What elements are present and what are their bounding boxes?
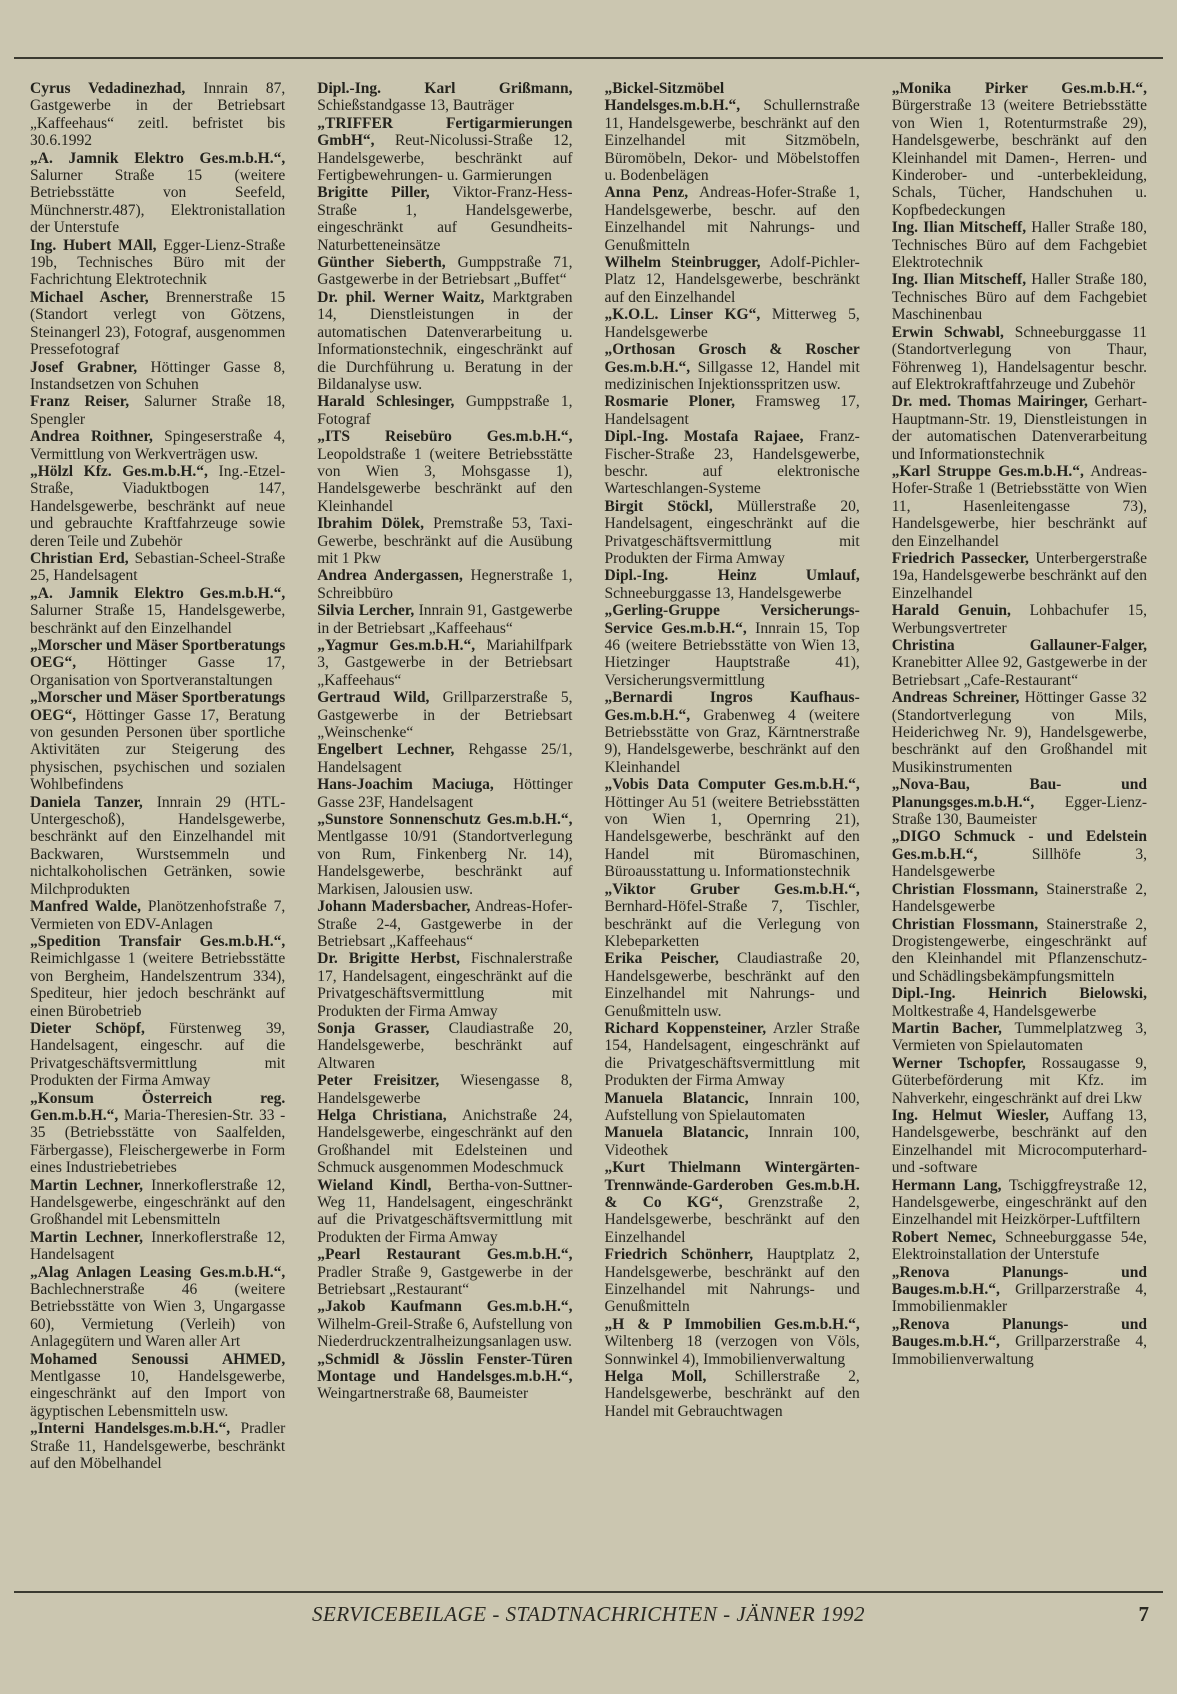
entry-name: Cyrus Vedadinezhad, <box>30 80 186 97</box>
entry-name: „Nova-Bau, Bau- und Planungsges.m.b.H.“, <box>891 776 1147 811</box>
business-entry <box>317 898 572 950</box>
entry-name: Christian Erd, <box>30 549 129 567</box>
business-entry <box>892 776 1147 828</box>
entry-details: Mariahilfpark 3, Gastgewerbe in der Betriebsart „Kaffeehaus“ <box>317 637 573 689</box>
business-entry <box>317 1177 572 1247</box>
entry-name: Andrea Roithner, <box>30 428 153 446</box>
entry-details: Andreas-Hofer-Straße 2-4, Gastgewerbe in der Betriebsart „Kaffeehaus“ <box>317 898 573 950</box>
business-entry <box>892 1229 1147 1264</box>
entry-details: Claudiastraße 20, Handelsgewerbe, beschränkt auf den Einzelhandel mit Nahrungs- und Genußmitteln usw. <box>604 950 860 1020</box>
business-entry <box>892 1055 1147 1107</box>
page-footer <box>14 1602 1163 1627</box>
text-column-1 <box>30 80 285 1574</box>
entry-details: Mentlgasse 10, Handelsgewerbe, eingeschränkt auf den Import von ägyptischen Lebensmitteln usw. <box>30 1368 286 1420</box>
business-entry <box>30 1264 285 1351</box>
entry-name: „Jakob Kaufmann Ges.m.b.H.“, <box>317 1298 573 1316</box>
business-entry <box>892 393 1147 463</box>
entry-name: Dipl.-Ing. Karl Grißmann, <box>317 80 573 97</box>
text-column-2 <box>317 80 572 1574</box>
entry-name: „TRIFFER Fertigarmierungen GmbH“, <box>317 114 573 150</box>
entry-details: Hauptplatz 2, Handelsgewerbe, beschränkt auf den Einzelhandel mit Nahrungs- und Genußmitteln <box>604 1246 860 1316</box>
entry-details: Schullernstraße 11, Handelsgewerbe, beschränkt auf den Einzelhandel mit Sitzmöbeln, Büromöbeln, Dekor- und Möbelstoffen u. Bodenbelägen <box>604 97 860 185</box>
business-entry <box>892 689 1147 776</box>
entry-details: Claudiastraße 20, Handelsgewerbe, beschränkt auf Altwaren <box>317 1019 573 1072</box>
business-entry <box>30 933 285 1020</box>
entry-details: Höttinger Gasse 32 (Standortverlegung von Mils, Heiderichweg Nr. 9), Handelsgewerbe, beschränkt auf den Großhandel mit Musikinstrumenten <box>891 689 1147 776</box>
entry-name: Dipl.-Ing. Heinrich Bielowski, <box>891 985 1147 1003</box>
business-entry <box>892 985 1147 1020</box>
entry-name: Harald Genuin, <box>891 602 1011 620</box>
entry-name: „Renova Planungs- und Bauges.m.b.H.“, <box>891 1263 1147 1299</box>
entry-name: Daniela Tanzer, <box>30 793 143 811</box>
business-entry <box>317 289 572 393</box>
entry-details: Höttinger Gasse 23F, Handelsagent <box>317 776 573 811</box>
entry-details: Innrain 100, Videothek <box>604 1124 860 1159</box>
entry-details: Grenzstraße 2, Handelsgewerbe, beschränkt auf den Einzelhandel <box>604 1194 860 1246</box>
entry-name: „Kurt Thielmann Wintergärten-Trennwände-Garderoben Ges.m.b.H. & Co KG“, <box>604 1159 860 1211</box>
text-column-4 <box>892 80 1147 1574</box>
entry-details: Pradler Straße 11, Handelsgewerbe, beschränkt auf den Möbelhandel <box>30 1420 286 1473</box>
business-entry <box>30 585 285 637</box>
business-entry <box>317 637 572 689</box>
entry-details: Sillhöfe 3, Handelsgewerbe <box>891 845 1147 881</box>
business-entry <box>317 741 572 776</box>
business-entry <box>30 289 285 359</box>
entry-details: Franz-Fischer-Straße 23, Handelsgewerbe, beschr. auf elektronische Warteschlangen-Systeme <box>604 428 860 498</box>
business-entry <box>317 950 572 1020</box>
entry-name: Friedrich Schönherr, <box>604 1246 754 1264</box>
entry-details: Framsweg 17, Handelsagent <box>604 393 860 428</box>
entry-name: „K.O.L. Linser KG“, <box>604 306 761 324</box>
business-entry <box>892 916 1147 986</box>
entry-name: Martin Bacher, <box>891 1019 1002 1037</box>
business-entry <box>317 776 572 811</box>
entry-details: Auffang 13, Handelsgewerbe, beschränkt auf den Einzelhandel mit Microcomputerhard- und -software <box>891 1106 1147 1177</box>
business-entry <box>892 1107 1147 1177</box>
business-entry <box>30 359 285 394</box>
entry-details: Mitterweg 5, Handelsgewerbe <box>604 306 860 341</box>
entry-name: Anna Penz, <box>604 184 689 202</box>
entry-name: „Karl Struppe Ges.m.b.H.“, <box>891 462 1084 480</box>
entry-name: Manuela Blatancic, <box>604 1124 749 1142</box>
business-entry <box>892 1264 1147 1316</box>
business-entry <box>605 602 860 689</box>
entry-name: Richard Koppensteiner, <box>604 1019 767 1037</box>
business-entry <box>30 1020 285 1090</box>
text-column-3 <box>605 80 860 1574</box>
entry-details: Maria-Theresien-Str. 33 - 35 (Betriebsstätte von Saalfelden, Färbergasse), Fleischergewerbe in Form eines Industriebetriebes <box>30 1106 286 1177</box>
entry-name: „Spedition Transfair Ges.m.b.H.“, <box>30 932 286 950</box>
entry-details: Grabenweg 4 (weitere Betriebsstätte von Graz, Kärntnerstraße 9), Handelsgewerbe, beschränkt auf den Kleinhandel <box>604 706 860 776</box>
entry-details: Adolf-Pichler-Platz 12, Handelsgewerbe, beschränkt auf den Einzelhandel <box>604 254 860 306</box>
entry-name: Martin Lechner, <box>30 1176 143 1194</box>
business-entry <box>605 950 860 1020</box>
entry-details: Schneeburggasse 11 (Standortverlegung von Thaur, Föhrenweg 1), Handelsagentur beschr. auf Elektrokraftfahrzeuge und Zubehör <box>891 323 1147 393</box>
entry-details: Mentlgasse 10/91 (Standortverlegung von Rum, Finkenberg Nr. 14), Handelsgewerbe, beschränkt auf Markisen, Jalousien usw. <box>317 828 573 898</box>
entry-details: Andreas-Hofer-Straße 1 (Betriebsstätte von Wien 11, Hasenleitengasse 73), Handelsgewerbe, hier beschränkt auf den Einzelhandel <box>891 462 1147 550</box>
entry-name: „Viktor Gruber Ges.m.b.H.“, <box>604 880 860 898</box>
entry-details: Arzler Straße 154, Handelsagent, eingeschränkt auf die Privatgeschäftsvermittlung mit Produkten der Firma Amway <box>604 1019 860 1090</box>
entry-details: Haller Straße 180, Technisches Büro auf dem Fachgebiet Maschinenbau <box>891 271 1147 324</box>
entry-name: Werner Tschopfer, <box>891 1054 1026 1072</box>
entry-details: Sillgasse 12, Handel mit medizinischen Injektionsspritzen usw. <box>604 358 860 393</box>
entry-details: Fischnalerstraße 17, Handelsagent, eingeschränkt auf die Privatgeschäftsvermittlung mit Produkten der Firma Amway <box>317 950 573 1020</box>
entry-name: Christina Gallauner-Falger, <box>891 637 1147 654</box>
entry-details: Gumppstraße 1, Fotograf <box>317 393 573 428</box>
entry-details: Stainerstraße 2, Handelsgewerbe <box>891 880 1147 916</box>
business-entry <box>892 80 1147 219</box>
entry-details: Schneeburggasse 13, Handelsgewerbe <box>604 584 842 602</box>
business-entry <box>30 428 285 463</box>
entry-name: „ITS Reisebüro Ges.m.b.H.“, <box>317 428 573 446</box>
business-entry <box>317 1107 572 1177</box>
entry-details: Bürgerstraße 13 (weitere Betriebsstätte von Wien 1, Rotenturmstraße 29), Handelsgewerbe, beschränkt auf den Kleinhandel mit Damen-, Herren- und Kinderober- und -unterbekleidung, Schals, Tücher, Handschuhen u. Kopfbedeckungen <box>891 97 1147 219</box>
entry-name: Ing. Hubert MAll, <box>30 236 157 254</box>
business-entry <box>317 428 572 515</box>
entry-name: Birgit Stöckl, <box>604 497 713 515</box>
business-entry <box>605 428 860 498</box>
entry-name: Dipl.-Ing. Mostafa Rajaee, <box>604 428 804 446</box>
entry-details: Fürstenweg 39, Handelsagent, eingeschr. auf die Privatgeschäftsvermittlung mit Produkten der Firma Amway <box>30 1019 286 1090</box>
entry-name: „A. Jamnik Elektro Ges.m.b.H.“, <box>30 584 286 602</box>
business-entry <box>30 550 285 585</box>
entry-name: Ing. Ilian Mitscheff, <box>891 271 1027 289</box>
entry-name: Ing. Ilian Mitscheff, <box>891 219 1027 237</box>
footer-rule <box>14 1591 1163 1593</box>
entry-details: Müllerstraße 20, Handelsagent, eingeschränkt auf die Privatgeschäftsvermittlung mit Produkten der Firma Amway <box>604 497 860 567</box>
entry-details: Brennerstraße 15 (Standort verlegt von Götzens, Steinangerl 23), Fotograf, ausgenommen Pressefotograf <box>30 288 286 359</box>
entry-details: Innrain 100, Aufstellung von Spielautomaten <box>604 1089 860 1124</box>
entry-details: Gumppstraße 71, Gastgewerbe in der Betriebsart „Buffet“ <box>317 254 573 289</box>
business-entry <box>317 515 572 567</box>
entry-name: „Alag Anlagen Leasing Ges.m.b.H.“, <box>30 1263 286 1281</box>
entry-details: Salurner Straße 15, Handelsgewerbe, beschränkt auf den Einzelhandel <box>30 602 286 637</box>
business-entry <box>892 1177 1147 1229</box>
business-entry <box>30 1420 285 1472</box>
entry-details: Weingartnerstraße 68, Baumeister <box>317 1385 529 1403</box>
entry-details: Schneeburggasse 54e, Elektroinstallation der Unterstufe <box>891 1228 1147 1264</box>
entry-name: „Bernardi Ingros Kaufhaus-Ges.m.b.H.“, <box>604 689 860 724</box>
business-entry <box>30 1090 285 1177</box>
entry-details: Innerkoflerstraße 12, Handelsgewerbe, eingeschränkt auf den Großhandel mit Lebensmitteln <box>30 1176 286 1229</box>
business-entry <box>317 567 572 602</box>
entry-details: Kranebitter Allee 92, Gastgewerbe in der Betriebsart „Cafe-Restaurant“ <box>891 654 1147 689</box>
business-entry <box>605 184 860 254</box>
entry-details: Egger-Lienz-Straße 19b, Technisches Büro mit der Fachrichtung Elektrotechnik <box>30 236 286 289</box>
entry-name: Helga Moll, <box>604 1368 707 1386</box>
business-entry <box>317 184 572 254</box>
business-entry <box>892 637 1147 689</box>
business-entry <box>892 271 1147 323</box>
business-entry <box>605 1124 860 1159</box>
business-entry <box>30 393 285 428</box>
business-entry <box>892 324 1147 394</box>
entry-name: Wilhelm Steinbrugger, <box>604 254 761 272</box>
entry-details: Andreas-Hofer-Straße 1, Handelsgewerbe, beschr. auf den Einzelhandel mit Nahrungs- und Genußmitteln <box>604 184 860 254</box>
entry-name: Dieter Schöpf, <box>30 1019 145 1037</box>
entry-details: Marktgraben 14, Dienstleistungen in der automatischen Datenverarbeitung u. Informationstechnik, eingeschränkt auf die Durchführung u. Beratung in der Bildanalyse usw. <box>317 288 573 393</box>
entry-details: Grillparzerstraße 5, Gastgewerbe in der Betriebsart „Weinschenke“ <box>317 689 573 742</box>
business-entry <box>317 1351 572 1403</box>
entry-name: Robert Nemec, <box>891 1228 996 1246</box>
business-entry <box>892 881 1147 916</box>
entry-details: Grillparzerstraße 4, Immobilienmakler <box>891 1281 1147 1316</box>
entry-name: Andrea Andergassen, <box>317 567 463 585</box>
entry-details: Egger-Lienz-Straße 130, Baumeister <box>891 793 1147 829</box>
footer-title: SERVICEBEILAGE - STADTNACHRICHTEN - JÄNNER 1992 <box>312 1602 865 1626</box>
entry-details: Bernhard-Höfel-Straße 7, Tischler, beschränkt auf die Verlegung von Klebeparketten <box>604 898 860 950</box>
business-entry <box>317 1246 572 1298</box>
entry-name: Erwin Schwabl, <box>891 323 1004 341</box>
entry-details: Anichstraße 24, Handelsgewerbe, eingeschränkt auf den Großhandel mit Edelsteinen und Schmuck ausgenommen Modeschmuck <box>317 1106 573 1177</box>
entry-name: „Morscher und Mäser Sportberatungs OEG“, <box>30 637 286 672</box>
entry-name: Josef Grabner, <box>30 358 138 376</box>
entry-name: Dr. phil. Werner Waitz, <box>317 288 485 306</box>
business-entry <box>317 811 572 898</box>
top-rule <box>14 57 1163 59</box>
entry-name: „Morscher und Mäser Sportberatungs OEG“, <box>30 689 286 724</box>
business-entry <box>892 463 1147 550</box>
entry-details: Moltkestraße 4, Handelsgewerbe <box>891 1002 1097 1020</box>
business-entry <box>605 1090 860 1125</box>
business-entry <box>317 115 572 185</box>
business-entry <box>605 80 860 184</box>
business-entry <box>892 550 1147 602</box>
entry-name: Helga Christiana, <box>317 1106 447 1124</box>
entry-details: Spingeserstraße 4, Vermittlung von Werkverträgen usw. <box>30 428 286 463</box>
business-entry <box>605 306 860 341</box>
business-entry <box>317 1020 572 1072</box>
entry-details: Höttinger Gasse 17, Organisation von Sportveranstaltungen <box>30 654 286 689</box>
entry-details: Wilhelm-Greil-Straße 6, Aufstellung von Niederdruckzentralheizungsanlagen usw. <box>317 1315 573 1351</box>
business-entry <box>30 1177 285 1229</box>
entry-name: Hans-Joachim Maciuga, <box>317 776 494 794</box>
business-entry <box>30 80 285 150</box>
entry-details: Gerhart-Hauptmann-Str. 19, Dienstleistungen in der automatischen Datenverarbeitung und Informationstechnik <box>891 393 1147 463</box>
entry-details: Innrain 91, Gastgewerbe in der Betriebsart „Kaffeehaus“ <box>317 602 573 637</box>
entry-details: Bachlechnerstraße 46 (weitere Betriebsstätte von Wien 3, Ungargasse 60), Vermietung (Verleih) von Anlagegütern und Waren aller Art <box>30 1281 286 1351</box>
business-entry <box>605 1020 860 1090</box>
business-entry <box>605 1246 860 1316</box>
business-entry <box>605 881 860 951</box>
entry-details: Planötzenhofstraße 7, Vermieten von EDV-Anlagen <box>30 898 286 933</box>
business-entry <box>605 341 860 393</box>
page-number: 7 <box>1138 1602 1149 1626</box>
entry-details: Lohbachufer 15, Werbungsvertreter <box>891 602 1147 637</box>
entry-name: Johann Madersbacher, <box>317 898 471 916</box>
entry-details: Leopoldstraße 1 (weitere Betriebsstätte von Wien 3, Mohsgasse 1), Handelsgewerbe beschränkt auf den Kleinhandel <box>317 445 573 515</box>
business-entry <box>317 1298 572 1350</box>
entry-name: Ibrahim Dölek, <box>317 515 425 533</box>
entry-name: „Gerling-Gruppe Versicherungs-Service Ges.m.b.H.“, <box>604 602 860 637</box>
entry-details: Schießstandgasse 13, Bauträger <box>317 97 514 115</box>
entry-name: Dr. med. Thomas Mairinger, <box>891 393 1088 411</box>
entry-name: Ing. Helmut Wiesler, <box>891 1106 1049 1124</box>
entry-name: Wieland Kindl, <box>317 1176 432 1194</box>
entry-name: „Orthosan Grosch & Roscher Ges.m.b.H.“, <box>604 341 860 376</box>
entry-details: Ing.-Etzel-Straße, Viaduktbogen 147, Handelsgewerbe, beschränkt auf neue und gebrauchte Kraftfahrzeuge sowie deren Teile und Zubehör <box>30 462 286 550</box>
business-entry <box>30 1351 285 1421</box>
entry-name: Manuela Blatancic, <box>604 1089 749 1107</box>
business-entry <box>892 828 1147 880</box>
entry-details: Bertha-von-Suttner-Weg 11, Handelsagent, eingeschränkt auf die Privatgeschäftsvermittlung mit Produkten der Firma Amway <box>317 1176 573 1246</box>
business-entry <box>30 898 285 933</box>
entry-details: Salurner Straße 18, Spengler <box>30 393 286 428</box>
entry-details: Grillparzerstraße 4, Immobilienverwaltung <box>891 1333 1147 1368</box>
entry-name: Brigitte Piller, <box>317 184 430 202</box>
business-entry <box>892 1316 1147 1368</box>
entry-name: Martin Lechner, <box>30 1228 143 1246</box>
entry-details: Reimichlgasse 1 (weitere Betriebsstätte von Bergheim, Handelszentrum 334), Spediteur, hier jedoch beschränkt auf einen Bürobetrieb <box>30 950 286 1020</box>
business-entry <box>892 219 1147 271</box>
business-entry <box>30 689 285 793</box>
business-entry <box>317 80 572 115</box>
business-entry <box>30 463 285 550</box>
business-entry <box>605 567 860 602</box>
entry-name: „Bickel-Sitzmöbel Handelsges.m.b.H.“, <box>604 80 741 115</box>
entry-name: Michael Ascher, <box>30 288 149 306</box>
entry-name: Engelbert Lechner, <box>317 741 455 759</box>
entry-details: Höttinger Gasse 17, Beratung von gesunden Personen über sportliche Aktivitäten zur Steigerung des physischen, psychischen und sozialen Wohlbefindens <box>30 706 286 794</box>
business-entry <box>605 1316 860 1368</box>
entry-name: „A. Jamnik Elektro Ges.m.b.H.“, <box>30 149 286 167</box>
business-entry <box>605 254 860 306</box>
entry-name: Rosmarie Ploner, <box>604 393 735 411</box>
entry-name: „Sunstore Sonnenschutz Ges.m.b.H.“, <box>317 811 573 829</box>
entry-name: Friedrich Passecker, <box>891 549 1029 567</box>
entry-details: Höttinger Au 51 (weitere Betriebsstätten von Wien 1, Opernring 21), Handelsgewerbe, beschränkt auf den Handel mit Büromaschinen, Büroausstattung u. Informationstechnik <box>604 793 860 881</box>
columns-container <box>30 80 1147 1574</box>
entry-details: Pradler Straße 9, Gastgewerbe in der Betriebsart „Restaurant“ <box>317 1263 573 1299</box>
entry-details: Haller Straße 180, Technisches Büro auf dem Fachgebiet Elektrotechnik <box>891 219 1147 272</box>
entry-details: Unterbergerstraße 19a, Handelsgewerbe beschränkt auf den Einzelhandel <box>891 549 1147 602</box>
entry-details: Rehgasse 25/1, Handelsagent <box>317 741 573 776</box>
entry-name: Hermann Lang, <box>891 1176 1002 1194</box>
entry-name: Franz Reiser, <box>30 393 130 411</box>
entry-details: Viktor-Franz-Hess-Straße 1, Handelsgewerbe, eingeschränkt auf Gesundheits-Naturbetteneinsätze <box>317 184 573 254</box>
entry-details: Rossaugasse 9, Güterbeförderung mit Kfz. im Nahverkehr, eingeschränkt auf drei Lkw <box>891 1054 1147 1107</box>
entry-details: Innrain 87, Gastgewerbe in der Betriebsart „Kaffeehaus“ zeitl. befristet bis 30.6.1992 <box>30 80 286 150</box>
entry-name: Peter Freisitzer, <box>317 1072 440 1090</box>
business-entry <box>30 150 285 237</box>
business-entry <box>317 602 572 637</box>
entry-details: Sebastian-Scheel-Straße 25, Handelsagent <box>30 549 286 585</box>
entry-name: „Hölzl Kfz. Ges.m.b.H.“, <box>30 462 208 480</box>
business-entry <box>892 1020 1147 1055</box>
entry-details: Schillerstraße 2, Handelsgewerbe, beschränkt auf den Handel mit Gebrauchtwagen <box>604 1368 860 1420</box>
entry-details: Stainerstraße 2, Drogistengewerbe, eingeschränkt auf den Kleinhandel mit Pflanzenschutz- und Schädlingsbekämpfungsmitteln <box>891 915 1147 985</box>
business-entry <box>605 498 860 568</box>
entry-name: „Konsum Österreich reg. Gen.m.b.H.“, <box>30 1089 286 1124</box>
business-entry <box>605 1159 860 1246</box>
business-entry <box>892 602 1147 637</box>
entry-name: „Schmidl & Jösslin Fenster-Türen Montage und Handelsges.m.b.H.“, <box>317 1350 573 1386</box>
business-entry <box>30 794 285 898</box>
entry-details: Innrain 29 (HTL-Untergeschoß), Handelsgewerbe, beschränkt auf den Einzelhandel mit Backwaren, Wurstsemmeln und nichtalkoholischen Getränken, sowie Milchprodukten <box>30 793 286 898</box>
entry-details: Premstraße 53, Taxi-Gewerbe, beschränkt auf die Ausübung mit 1 Pkw <box>317 515 573 567</box>
business-entry <box>317 689 572 741</box>
business-entry <box>605 393 860 428</box>
entry-name: „Interni Handelsges.m.b.H.“, <box>30 1420 231 1438</box>
business-entry <box>317 254 572 289</box>
entry-name: Manfred Walde, <box>30 898 141 916</box>
entry-name: „DIGO Schmuck - und Edelstein Ges.m.b.H.“, <box>891 828 1147 863</box>
business-entry <box>317 393 572 428</box>
entry-name: Christian Flossmann, <box>891 915 1039 933</box>
entry-details: Innerkoflerstraße 12, Handelsagent <box>30 1228 286 1264</box>
entry-name: Gertraud Wild, <box>317 689 430 707</box>
business-entry <box>605 689 860 776</box>
entry-name: Andreas Schreiner, <box>891 689 1020 707</box>
entry-details: Innrain 15, Top 46 (weitere Betriebsstätte von Wien 13, Hietzinger Hauptstraße 41), Versicherungsvermittlung <box>604 619 860 689</box>
entry-name: „Pearl Restaurant Ges.m.b.H.“, <box>317 1246 573 1264</box>
business-entry <box>30 637 285 689</box>
entry-name: Silvia Lercher, <box>317 602 415 620</box>
business-entry <box>605 776 860 880</box>
entry-name: Sonja Grasser, <box>317 1019 430 1037</box>
entry-name: „H & P Immobilien Ges.m.b.H.“, <box>604 1315 860 1333</box>
entry-name: „Vobis Data Computer Ges.m.b.H.“, <box>604 776 860 794</box>
business-entry <box>30 237 285 289</box>
business-entry <box>30 1229 285 1264</box>
entry-name: Mohamed Senoussi AHMED, <box>30 1350 286 1368</box>
entry-name: Dipl.-Ing. Heinz Umlauf, <box>604 567 860 585</box>
entry-details: Wiesengasse 8, Handelsgewerbe <box>317 1072 573 1107</box>
entry-name: Erika Peischer, <box>604 950 719 968</box>
business-entry <box>317 1072 572 1107</box>
entry-details: Wiltenberg 18 (verzogen von Völs, Sonnwinkel 4), Immobilienverwaltung <box>604 1333 860 1368</box>
entry-name: „Monika Pirker Ges.m.b.H.“, <box>891 80 1147 97</box>
entry-name: Christian Flossmann, <box>891 880 1039 898</box>
entry-details: Höttinger Gasse 8, Instandsetzen von Schuhen <box>30 358 286 393</box>
entry-name: „Renova Planungs- und Bauges.m.b.H.“, <box>891 1315 1147 1351</box>
entry-details: Reut-Nicolussi-Straße 12, Handelsgewerbe, beschränkt auf Fertigbewehrungen- u. Garmierungen <box>317 132 573 185</box>
entry-name: Harald Schlesinger, <box>317 393 455 411</box>
entry-details: Hegnerstraße 1, Schreibbüro <box>317 567 573 602</box>
entry-details: Tschiggfreystraße 12, Handelsgewerbe, eingeschränkt auf den Einzelhandel mit Heizkörper-Luftfiltern <box>891 1176 1147 1229</box>
entry-name: Dr. Brigitte Herbst, <box>317 950 460 968</box>
business-entry <box>605 1368 860 1420</box>
entry-details: Salurner Straße 15 (weitere Betriebsstätte von Seefeld, Münchnerstr.487), Elektronistallation der Unterstufe <box>30 167 286 237</box>
entry-name: „Yagmur Ges.m.b.H.“, <box>317 637 476 654</box>
entry-details: Tummelplatzweg 3, Vermieten von Spielautomaten <box>891 1019 1147 1055</box>
entry-name: Günther Sieberth, <box>317 254 446 272</box>
